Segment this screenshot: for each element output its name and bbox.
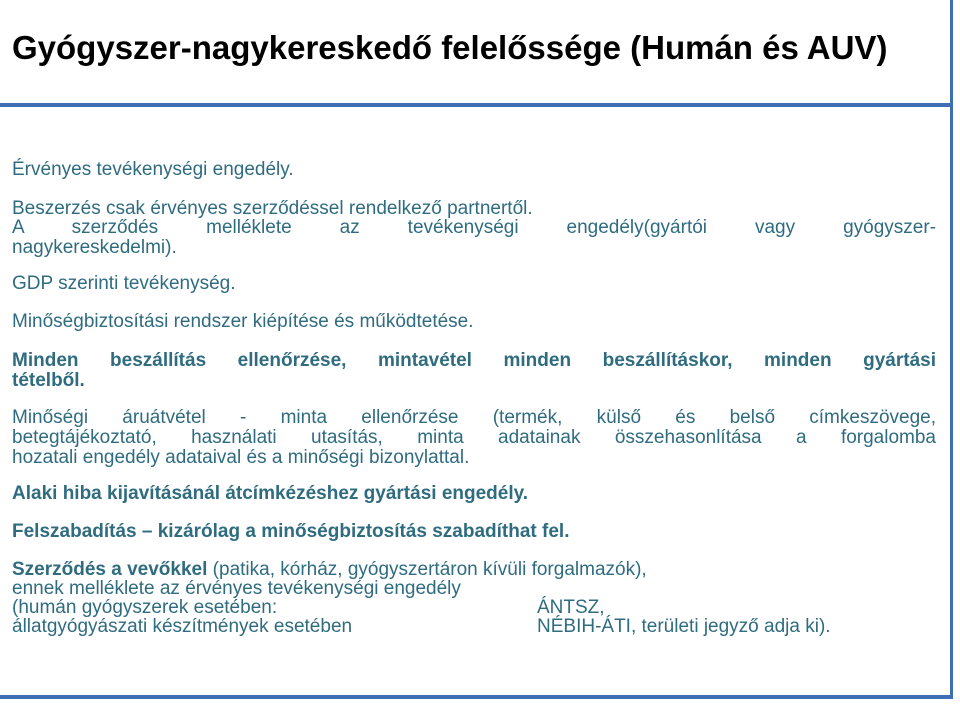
item-allat-left: állatgyógyászati készítmények esetében bbox=[12, 616, 353, 637]
item-melleklet-line-2: nagykereskedelmi). bbox=[12, 237, 177, 258]
item-felszabaditas: Felszabadítás – kizárólag a minőségbiztosítás szabadíthat fel. bbox=[12, 521, 570, 542]
item-aruatvetel-line-3: hozatali engedély adataival és a minőségi bizonylattal. bbox=[12, 447, 470, 468]
page-title: Gyógyszer-nagykereskedő felelőssége (Humán és AUV) bbox=[12, 29, 888, 66]
item-allat-right: NÉBIH-ÁTI, területi jegyző adja ki). bbox=[537, 616, 831, 637]
item-ellenorzes-line-1: Minden beszállítás ellenőrzése, mintavétel minden beszállításkor, minden gyártási bbox=[12, 350, 936, 371]
item-gdp: GDP szerinti tevékenység. bbox=[12, 273, 236, 294]
item-beszerzes: Beszerzés csak érvényes szerződéssel rendelkező partnertől. bbox=[12, 198, 533, 219]
item-ellenorzes-line-2: tételből. bbox=[12, 370, 85, 391]
item-engedely: Érvényes tevékenységi engedély. bbox=[12, 159, 294, 180]
item-melleklet bbox=[12, 217, 936, 257]
item-alaki-hiba: Alaki hiba kijavításánál átcímkézéshez gyártási engedély. bbox=[12, 483, 529, 504]
item-szerzodes-bold: Szerződés a vevőkkel bbox=[12, 559, 208, 580]
item-human-left: (humán gyógyszerek esetében: bbox=[12, 597, 278, 618]
title-divider bbox=[0, 103, 953, 107]
item-szerzodes-rest: (patika, kórház, gyógyszertáron kívüli forgalmazók), bbox=[207, 559, 647, 580]
item-minosegbiztositas: Minőségbiztosítási rendszer kiépítése és működtetése. bbox=[12, 311, 474, 332]
item-human-right: ÁNTSZ, bbox=[537, 597, 605, 618]
item-melleklet-line-1: A szerződés melléklete az tevékenységi engedély(gyártói vagy gyógyszer- bbox=[12, 217, 936, 238]
item-szerzodes-line-2: ennek melléklete az érvényes tevékenységi engedély bbox=[12, 578, 461, 599]
item-aruatvetel-line-2: betegtájékoztató, használati utasítás, minta adatainak összehasonlítása a forgalomba bbox=[12, 427, 936, 448]
item-ellenorzes bbox=[12, 350, 936, 390]
item-allat-row bbox=[12, 616, 936, 638]
item-aruatvetel bbox=[12, 407, 936, 467]
item-aruatvetel-line-1: Minőségi áruátvétel - minta ellenőrzése (termék, külső és belső címkeszövege, bbox=[12, 407, 936, 428]
